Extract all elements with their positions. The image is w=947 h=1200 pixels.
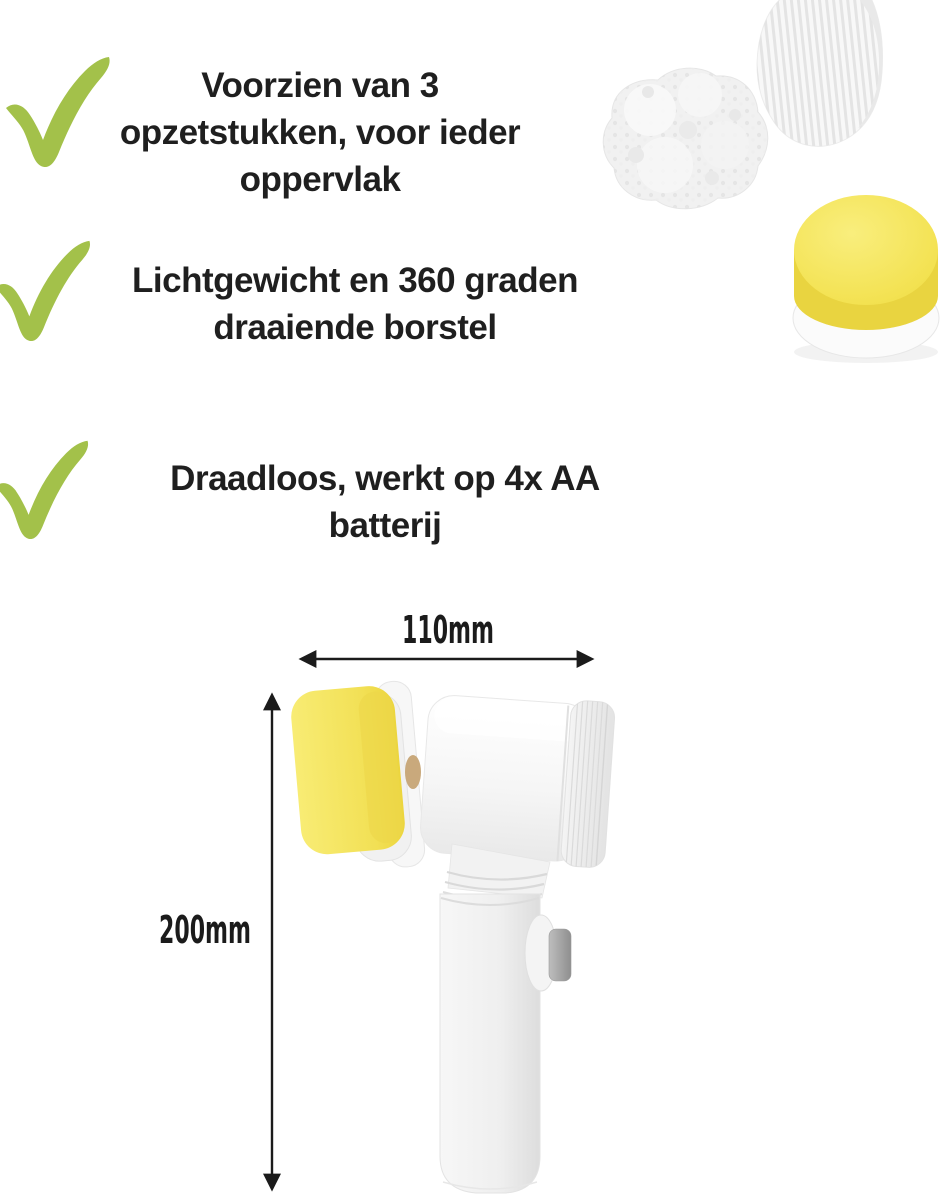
handle (440, 894, 540, 1193)
width-dimension-label: 110mm (402, 608, 494, 652)
attachment-photos (595, 0, 939, 363)
motor-head (419, 690, 616, 869)
feature-text-lightweight (105, 257, 605, 351)
bristle-brush (750, 0, 890, 150)
electric-scrubber (289, 680, 616, 1193)
feature-text-line: Draadloos, werkt op 4x AA (170, 459, 600, 498)
drive-connector (405, 755, 421, 789)
feature-text-line: oppervlak (239, 160, 401, 199)
feature-text-line: opzetstukken, voor ieder (119, 113, 521, 152)
power-button (525, 915, 571, 991)
device-sponge (289, 684, 407, 856)
height-dimension-label: 200mm (159, 908, 251, 952)
microfiber-pad (595, 60, 775, 215)
checkmark-icon (0, 226, 94, 354)
feature-text-line: draaiende borstel (213, 308, 497, 347)
feature-text-attachments (70, 62, 570, 203)
sponge-pad (793, 195, 939, 363)
feature-text-cordless (135, 455, 635, 549)
feature-text-line: Voorzien van 3 (201, 66, 439, 105)
checkmark-icon (0, 426, 92, 552)
feature-text-line: batterij (328, 506, 442, 545)
feature-text-line: Lichtgewicht en 360 graden (132, 261, 578, 300)
